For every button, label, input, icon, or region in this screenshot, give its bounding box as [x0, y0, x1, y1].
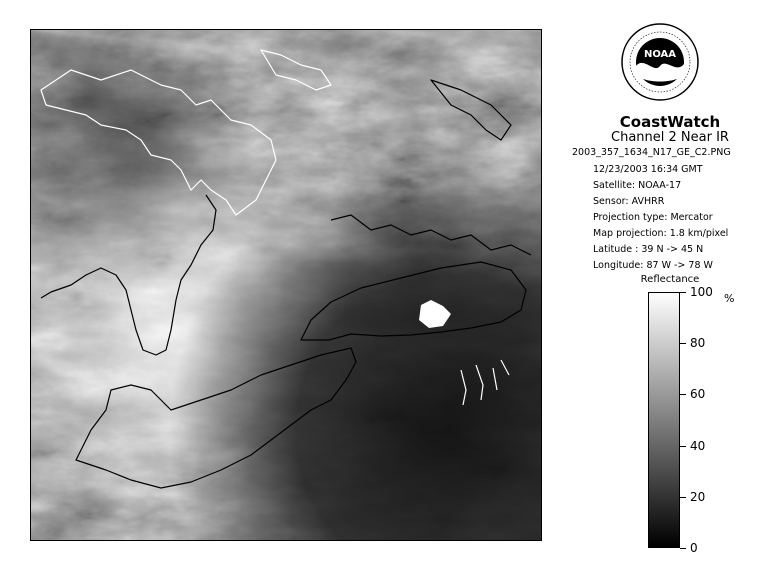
- projection-type: Projection type: Mercator: [593, 212, 713, 223]
- product-title: CoastWatch: [619, 113, 721, 131]
- channel-subtitle: Channel 2 Near IR: [611, 130, 729, 145]
- colorbar-tick: [680, 343, 686, 344]
- colorbar-ticks: [680, 285, 740, 555]
- latitude-range: Latitude : 39 N -> 45 N: [593, 244, 704, 255]
- colorbar-tick-label: 40: [690, 438, 706, 453]
- dark-northwest-zone: [31, 30, 542, 541]
- colorbar-tick: [680, 548, 686, 549]
- longitude-range: Longitude: 87 W -> 78 W: [593, 260, 713, 271]
- colorbar-tick: [680, 394, 686, 395]
- filename: 2003_357_1634_N17_GE_C2.PNG: [572, 147, 731, 158]
- satellite-image: [30, 29, 542, 541]
- colorbar-tick: [680, 446, 686, 447]
- satellite-info: Satellite: NOAA-17: [593, 180, 682, 191]
- colorbar-tick-label: 100: [690, 285, 713, 299]
- acquisition-datetime: 12/23/2003 16:34 GMT: [593, 164, 703, 175]
- logo-text: NOAA: [643, 49, 677, 60]
- colorbar-unit: %: [724, 292, 735, 305]
- reflectance-colorbar: [648, 292, 680, 548]
- noaa-logo-icon: [620, 22, 700, 102]
- colorbar-tick-label: 0: [690, 541, 698, 555]
- colorbar-tick: [680, 497, 686, 498]
- map-projection: Map projection: 1.8 km/pixel: [593, 228, 729, 239]
- colorbar-tick-label: 60: [690, 387, 706, 402]
- colorbar-tick-label: 80: [690, 336, 706, 351]
- colorbar-tick-label: 20: [690, 489, 706, 504]
- sensor-info: Sensor: AVHRR: [593, 196, 665, 207]
- satellite-imagery-svg: [31, 30, 542, 541]
- colorbar-tick: [680, 292, 686, 293]
- colorbar-label: Reflectance: [640, 274, 700, 285]
